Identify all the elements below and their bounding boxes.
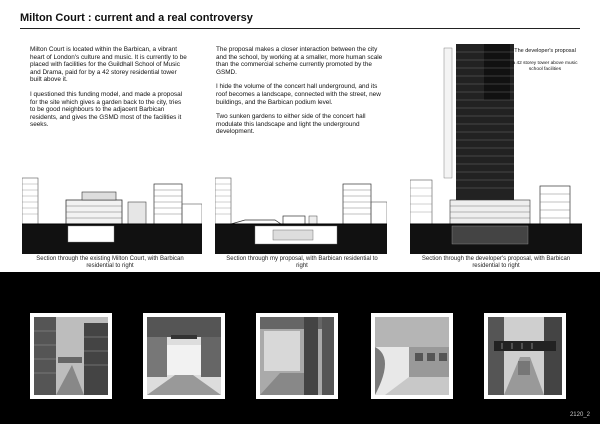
concrete-underpass-photo [143, 313, 225, 399]
page-number: 2120_2 [569, 412, 590, 418]
curved-wall-photo [371, 313, 453, 399]
intro-paragraph: Milton Court is located within the Barbican, a vibrant heart of London's culture and music. It is currently to be placed with facilities for the Guildhall School of Music and Drama, paid for by a 42 storey residential tower built above it. [30, 46, 187, 84]
barbican-walkway-photo [30, 313, 112, 399]
section-existing-drawing [22, 170, 202, 254]
section-proposal-drawing [215, 170, 387, 254]
title-rule [20, 28, 580, 29]
developer-proposal-label: The developer's proposal [514, 48, 576, 54]
proposal-paragraph: The proposal makes a closer interaction between the city and the school, by working at a smaller, more human scale than the commercial scheme currently promoted by the GSMD. [216, 46, 383, 76]
intro-text-column [30, 46, 188, 136]
caption-developer: Section through the developer's proposal, with Barbican residential to right [421, 256, 571, 269]
proposal-paragraph: Two sunken gardens to either side of the concert hall modulate this landscape and light the underground development. [216, 113, 366, 136]
proposal-paragraph: I hide the volume of the concert hall underground, and its roof becomes a landscape, connected with the street, new buildings, and the Barbican podium level. [216, 83, 381, 106]
bridge-street-photo [484, 313, 566, 399]
developer-proposal-sublabel: a 42 storey tower above music school facilities [512, 61, 578, 72]
intro-paragraph: I questioned this funding model, and made a proposal for the site which gives a garden back to the city, tries to be good neighbours to the adjacent Barbican residents, and gives the GSMD most of the facilities it seeks. [30, 90, 183, 129]
page-title: Milton Court : current and a real controversy [20, 12, 253, 24]
caption-proposal: Section through my proposal, with Barbican residential to right [226, 256, 378, 269]
proposal-text-column [216, 46, 386, 143]
concrete-columns-photo [256, 313, 338, 399]
caption-existing: Section through the existing Milton Court, with Barbican residential to right [36, 256, 184, 269]
